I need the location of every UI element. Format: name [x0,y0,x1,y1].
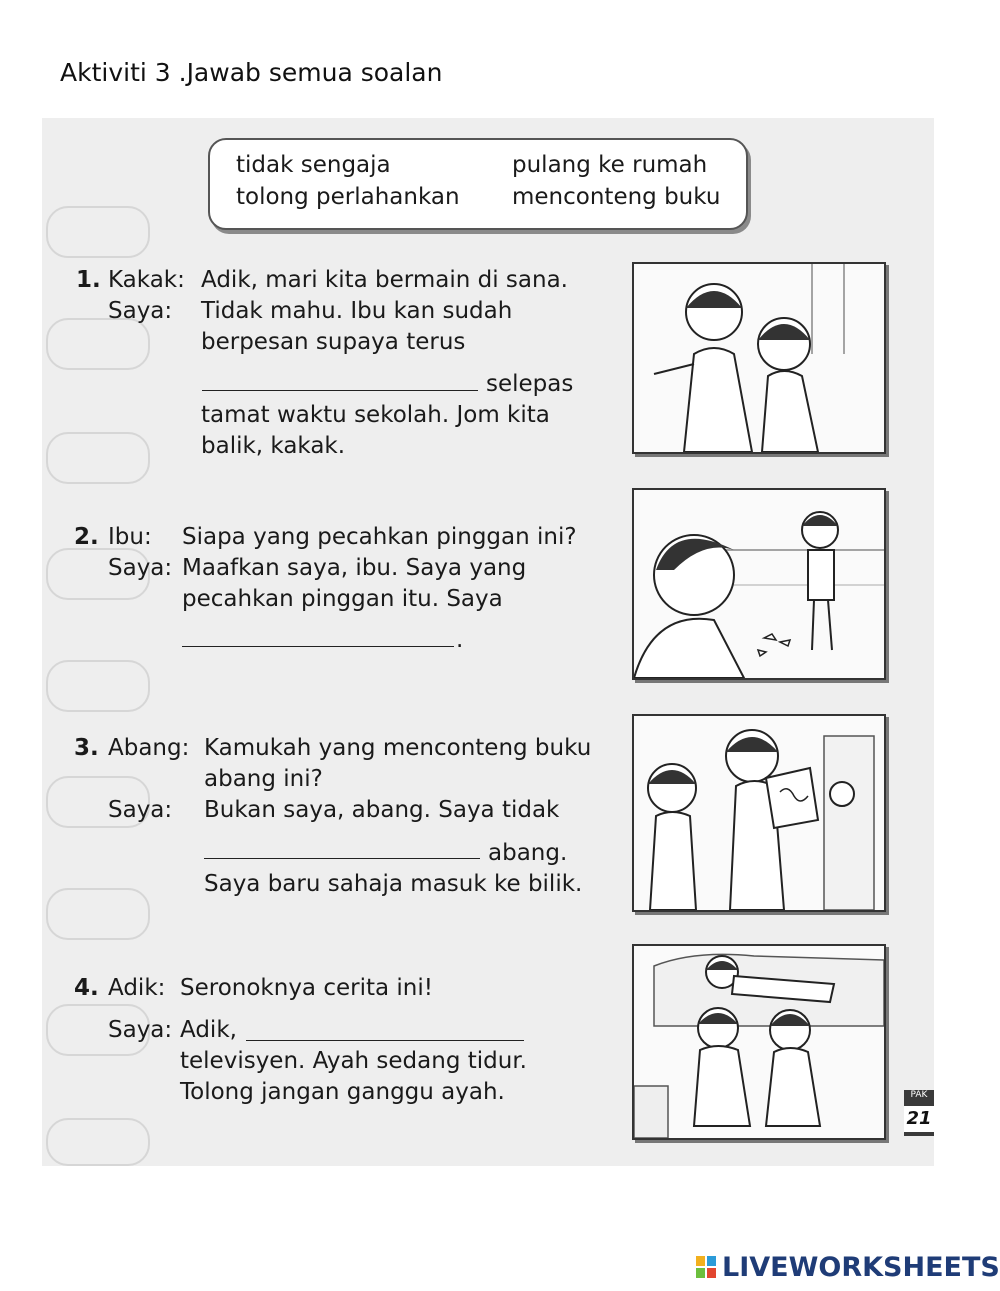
dialogue-text: tamat waktu sekolah. Jom kita [201,402,550,428]
question-number: 3. [74,735,99,761]
speaker-label: Adik: [108,975,166,1001]
liveworksheets-logo-icon [696,1256,716,1278]
bleed-through-box [46,206,150,258]
question-number: 4. [74,975,99,1001]
answer-blank-2[interactable] [182,646,454,647]
dialogue-text: Adik, [180,1017,237,1043]
speaker-label: Ibu: [108,524,152,550]
dialogue-text: Tidak mahu. Ibu kan sudah [201,298,513,324]
speaker-label: Saya: [108,555,173,581]
dialogue-text: Maafkan saya, ibu. Saya yang [182,555,527,581]
dialogue-text: Kamukah yang menconteng buku [204,735,592,761]
liveworksheets-wordmark: LIVEWORKSHEETS [722,1252,1000,1283]
word-bank-box [208,138,748,230]
illustration-watching-tv [632,944,886,1140]
dialogue-text: abang. [488,840,568,866]
speaker-label: Abang: [108,735,190,761]
bleed-through-box [46,1118,150,1166]
dialogue-text: Bukan saya, abang. Saya tidak [204,797,560,823]
illustration-sisters-after-school [632,262,886,454]
dialogue-text: Adik, mari kita bermain di sana. [201,267,568,293]
speaker-label: Kakak: [108,267,185,293]
dialogue-text: . [456,627,464,653]
page-number-tab [904,1090,934,1136]
speaker-label: Saya: [108,298,173,324]
bleed-through-box [46,888,150,940]
illustration-scribbled-book [632,714,886,912]
dialogue-text: Siapa yang pecahkan pinggan ini? [182,524,577,550]
dialogue-text: balik, kakak. [201,433,346,459]
bleed-through-box [46,432,150,484]
dialogue-text: selepas [486,371,574,397]
question-number: 2. [74,524,99,550]
word-bank-item: menconteng buku [512,184,721,210]
dialogue-text: Tolong jangan ganggu ayah. [180,1079,505,1105]
answer-blank-4[interactable] [246,1040,524,1041]
bleed-through-box [46,660,150,712]
speaker-label: Saya: [108,797,173,823]
dialogue-text: Seronoknya cerita ini! [180,975,433,1001]
family-living-room-illustration [634,946,884,1138]
illustration-broken-plate [632,488,886,680]
dialogue-text: abang ini? [204,766,323,792]
dialogue-text: berpesan supaya terus [201,329,466,355]
word-bank-item: tolong perlahankan [236,184,460,210]
brother-with-book-illustration [634,716,884,910]
word-bank-item: tidak sengaja [236,152,391,178]
page-number: 21 [904,1106,934,1132]
dialogue-text: pecahkan pinggan itu. Saya [182,586,503,612]
page-tab-label: PAK [910,1090,928,1100]
question-number: 1. [76,267,101,293]
answer-blank-3[interactable] [204,858,480,859]
word-bank-item: pulang ke rumah [512,152,708,178]
speaker-label: Saya: [108,1017,173,1043]
mother-and-child-illustration [634,490,884,678]
answer-blank-1[interactable] [202,390,478,391]
activity-title: Aktiviti 3 .Jawab semua soalan [60,58,443,87]
dialogue-text: televisyen. Ayah sedang tidur. [180,1048,527,1074]
two-girls-illustration [634,264,884,452]
dialogue-text: Saya baru sahaja masuk ke bilik. [204,871,583,897]
